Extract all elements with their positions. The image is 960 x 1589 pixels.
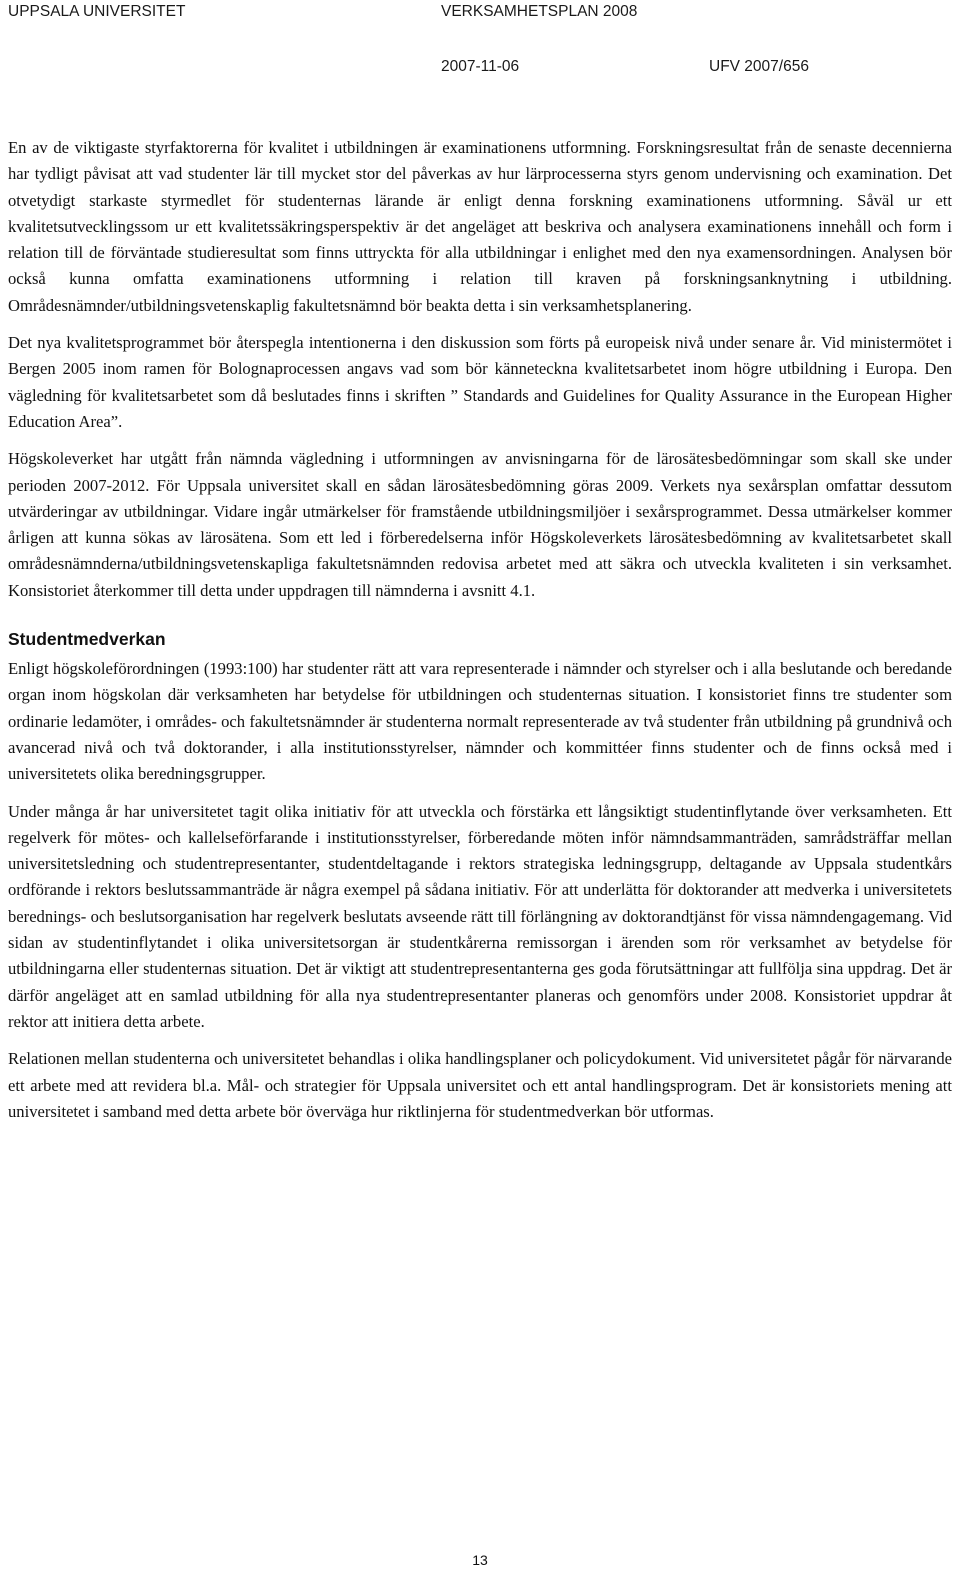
paragraph-quality-program: Det nya kvalitetsprogrammet bör återspegla intentionerna i den diskussion som förts på europeisk nivå under senare år. Vid ministermötet i Bergen 2005 inom ramen för Bolognaprocessen angavs vad som bör känneteckna kvalitetsarbetet inom högre utbildning i Europa. Den vägledning för kvalitetsarbetet som då beslutades finns i skriften ” Standards and Guidelines for Quality Assurance in the European Higher Education Area”. — [8, 333, 952, 431]
section-heading: Studentmedverkan — [8, 629, 166, 650]
paragraph-student-influence: Under många år har universitetet tagit olika initiativ för att utveckla och förstärka ett långsiktigt studentinflytande över verksamheten. Ett regelverk för mötes- och kallelseförfarande i institutionsstyrelser, förberedande möten inför nämndsammanträden, samrådsträffar mellan universitetsledning och studentrepresentanter, studentdeltagande i rektors strategiska ledningsgrupp, deltagande av Uppsala studentkårs ordförande i rektors beslutssammanträde är några exempel på sådana initiativ. För att underlätta för doktorander att medverka i universitetets berednings- och beslutsorganisation har regelverk beslutats avseende rätt till förlängning av doktorandtjänst för vissa nämndengagemang. Vid sidan av studentinflytandet i olika universitetsorgan är studentkårerna remissorgan i ärenden som rör verksamhet av betydelse för utbildningarna eller studenternas situation. Det är viktigt att studentrepresentanterna ges goda förutsättningar att fullfölja sina uppdrag. Det är därför angeläget att en samlad utbildning för alla nya studentrepresentanter planeras och genomförs under 2008. Konsistoriet uppdrar åt rektor att initiera detta arbete. — [8, 801, 952, 1031]
document-body — [8, 135, 952, 1136]
page-header — [0, 0, 960, 94]
paragraph-examination: En av de viktigaste styrfaktorerna för kvalitet i utbildningen är examinationens utformning. Forskningsresultat från de senaste decennierna har tydligt påvisat att vad studenter lär till mycket stor del påverkas av hur lärprocesserna styrs genom undervisning och examination. Det otvetydigt starkaste styrmedlet för studenternas lärande är enligt denna forskning examinationens utformning. Såväl ur ett kvalitetsutvecklingssom ur ett kvalitetssäkringsperspektiv är det angeläget att beskriva och analysera examinationens innehåll och form i relation till de förväntade studieresultat som finns uttryckta för alla utbildningar i enlighet med den nya examensordningen. Analysen bör också kunna omfatta examinationens utformning i relation till kraven på forskningsanknytning i utbildning. Områdesnämnder/utbildningsvetenskaplig fakultetsnämnd bör beakta detta i sin verksamhetsplanering. — [8, 138, 952, 315]
header-university: UPPSALA UNIVERSITET — [8, 3, 186, 20]
header-reference: UFV 2007/656 — [709, 58, 809, 75]
page-number: 13 — [472, 1552, 488, 1568]
paragraph-student-relations: Relationen mellan studenterna och universitetet behandlas i olika handlingsplaner och policydokument. Vid universitetet pågår för närvarande ett arbete med att revidera bl.a. Mål- och strategier för Uppsala universitet och ett antal handlingsprogram. Det är konsistoriets mening att universitetet i samband med detta arbete bör överväga hur riktlinjerna för studentmedverkan bör utformas. — [8, 1049, 952, 1121]
paragraph-hogskoleverket: Högskoleverket har utgått från nämnda vägledning i utformningen av anvisningarna för de lärosätesbedömningar som skall ske under perioden 2007-2012. För Uppsala universitet skall en sådan lärosätesbedömning göras 2009. Verkets nya sexårsplan omfattar dessutom utvärderingar av utbildningar. Vidare ingår utmärkelser för framstående utbildningsmiljöer i sexårsprogrammet. Dessa utmärkelser kommer årligen att kunna sökas av lärosätena. Som ett led i förberedelserna inför Högskoleverkets lärosätesbedömning av kvalitetsarbetet skall områdesnämnderna/utbildningsvetenskapliga fakultetsnämnden redovisa arbetet med att säkra och utveckla kvaliteten i sin verksamhet. Konsistoriet återkommer till detta under uppdragen till nämnderna i avsnitt 4.1. — [8, 449, 952, 600]
header-document-title: VERKSAMHETSPLAN 2008 — [441, 3, 638, 20]
paragraph-student-representation: Enligt högskoleförordningen (1993:100) har studenter rätt att vara representerade i nämnder och styrelser och i alla beslutande och beredande organ inom högskolan där verksamheten har betydelse för utbildningen och studenternas situation. I konsistoriet finns tre studenter som ordinarie ledamöter, i områdes- och fakultetsnämnder är studenterna normalt representerade av två studenter från utbildning på grundnivå och avancerad nivå och två doktorander, i alla institutionsstyrelser, nämnder och kommittéer finns studenter och de finns också med i universitetets olika beredningsgrupper. — [8, 659, 952, 784]
header-date: 2007-11-06 — [441, 58, 520, 75]
